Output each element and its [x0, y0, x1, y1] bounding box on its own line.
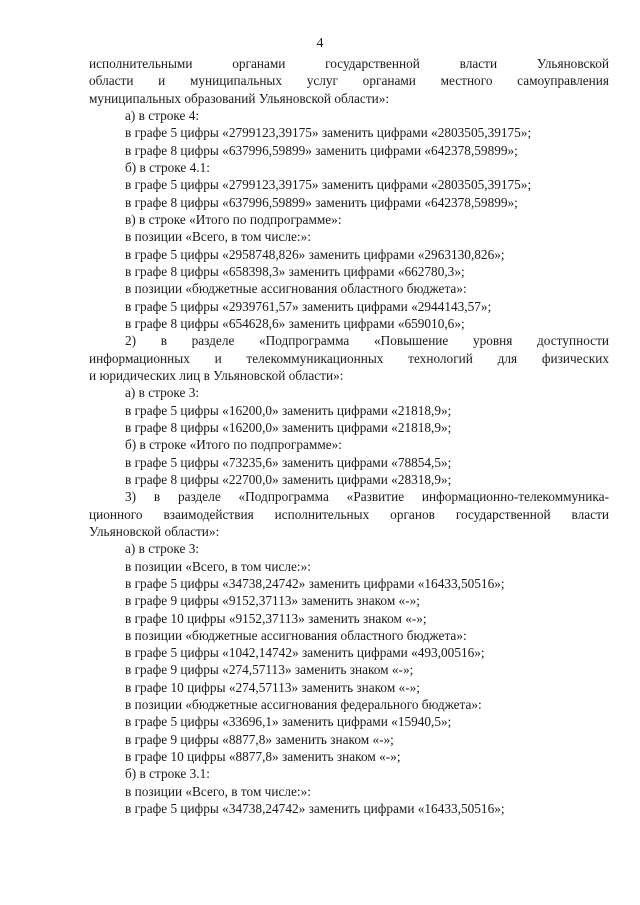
text-line: в графе 10 цифры «274,57113» заменить знаком «-»;: [125, 679, 420, 695]
text-line: б) в строке 3.1:: [125, 766, 210, 782]
text-line: б) в строке 4.1:: [125, 159, 210, 175]
text-line: в графе 5 цифры «34738,24742» заменить цифрами «16433,50516»;: [125, 801, 505, 817]
text-line: в позиции «бюджетные ассигнования федерального бюджета»:: [125, 697, 482, 713]
text-line: а) в строке 4:: [125, 107, 200, 123]
text-line: б) в строке «Итого по подпрограмме»:: [125, 437, 343, 453]
text-line: области и муниципальных услуг органами местного самоуправления: [89, 73, 609, 89]
text-line: в графе 8 цифры «637996,59899» заменить цифрами «642378,59899»;: [125, 142, 518, 158]
text-line: в позиции «Всего, в том числе:»:: [125, 229, 311, 245]
text-line: в графе 9 цифры «8877,8» заменить знаком «-»;: [125, 731, 394, 747]
page-number: 4: [316, 36, 324, 51]
text-line: в позиции «Всего, в том числе:»:: [125, 558, 311, 574]
text-line: в графе 10 цифры «8877,8» заменить знаком «-»;: [125, 749, 401, 765]
text-line: 3) в разделе «Подпрограмма «Развитие информационно-телекоммуника-: [125, 489, 609, 505]
text-line: в графе 8 цифры «16200,0» заменить цифрами «21818,9»;: [125, 419, 452, 435]
text-line: ционного взаимодействия исполнительных органов государственной власти: [89, 506, 609, 522]
text-line: исполнительными органами государственной власти Ульяновской: [89, 56, 609, 71]
text-line: а) в строке 3:: [125, 385, 200, 401]
text-line: в графе 8 цифры «658398,3» заменить цифрами «662780,3»;: [125, 263, 465, 279]
text-line: Ульяновской области»:: [89, 523, 220, 539]
text-line: в позиции «бюджетные ассигнования областного бюджета»:: [125, 627, 467, 643]
text-line: а) в строке 3:: [125, 541, 200, 557]
text-line: в графе 5 цифры «2939761,57» заменить цифрами «2944143,57»;: [125, 298, 492, 314]
text-line: в графе 5 цифры «2799123,39175» заменить цифрами «2803505,39175»;: [125, 125, 532, 141]
text-line: в графе 10 цифры «9152,37113» заменить знаком «-»;: [125, 610, 427, 626]
text-line: в графе 8 цифры «637996,59899» заменить цифрами «642378,59899»;: [125, 194, 518, 210]
text-line: муниципальных образований Ульяновской области»:: [89, 90, 390, 106]
text-line: информационных и телекоммуникационных технологий для физических: [89, 350, 609, 366]
text-line: в графе 5 цифры «2958748,826» заменить цифрами «2963130,826»;: [125, 246, 505, 262]
text-line: в графе 8 цифры «22700,0» заменить цифрами «28318,9»;: [125, 471, 452, 487]
text-line: в графе 5 цифры «16200,0» заменить цифрами «21818,9»;: [125, 402, 452, 418]
document-body: [89, 55, 609, 817]
text-line: в графе 5 цифры «73235,6» заменить цифрами «78854,5»;: [125, 454, 452, 470]
text-line: в позиции «Всего, в том числе:»:: [125, 783, 311, 799]
text-line: 2) в разделе «Подпрограмма «Повышение уровня доступности: [125, 333, 609, 349]
text-line: в графе 5 цифры «34738,24742» заменить цифрами «16433,50516»;: [125, 575, 505, 591]
text-line: в позиции «бюджетные ассигнования областного бюджета»:: [125, 281, 467, 297]
text-line: в графе 5 цифры «2799123,39175» заменить цифрами «2803505,39175»;: [125, 177, 532, 193]
text-line: в графе 9 цифры «9152,37113» заменить знаком «-»;: [125, 593, 420, 609]
text-line: и юридических лиц в Ульяновской области»:: [89, 367, 344, 383]
text-line: в графе 9 цифры «274,57113» заменить знаком «-»;: [125, 662, 414, 678]
text-line: в графе 5 цифры «1042,14742» заменить цифрами «493,00516»;: [125, 645, 485, 661]
text-line: в) в строке «Итого по подпрограмме»:: [125, 211, 342, 227]
text-line: в графе 8 цифры «654628,6» заменить цифрами «659010,6»;: [125, 315, 465, 331]
text-line: в графе 5 цифры «33696,1» заменить цифрами «15940,5»;: [125, 714, 452, 730]
